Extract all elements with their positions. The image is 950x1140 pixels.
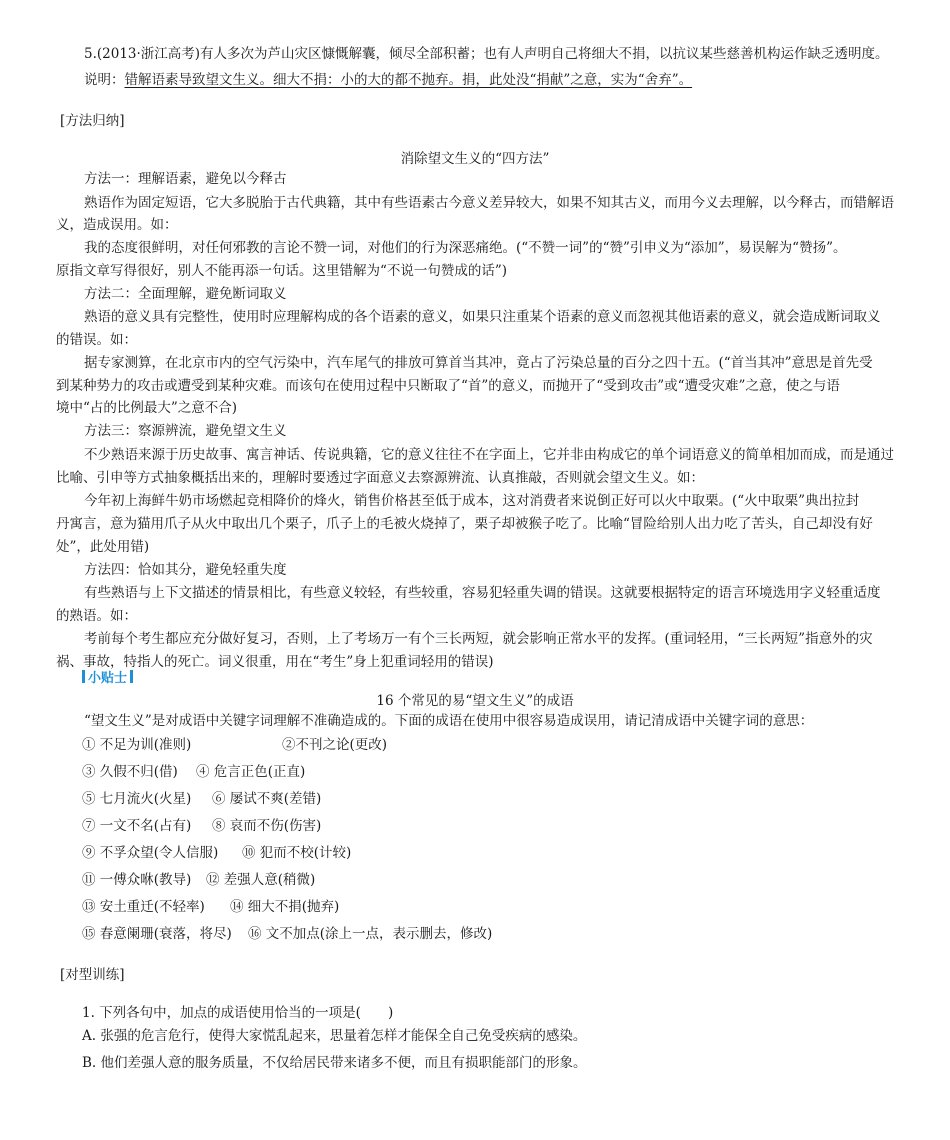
idiom-item: ⑬ 安土重迁(不轻率) <box>82 899 205 915</box>
idiom-item: ⑤ 七月流火(火星) <box>82 791 192 807</box>
idiom-item: ④ 危言正色(正直) <box>196 764 306 780</box>
method-line: 熟语的意义具有完整性，使用时应理解构成的各个语素的意义，如果只注重某个语素的意义而忽视其他语素的意义，就会造成断词取义 <box>84 309 881 325</box>
idiom-item: ⑭ 细大不捐(抛弃) <box>230 899 340 915</box>
q5-note-label: 说明： <box>84 72 125 88</box>
tip-title: 16 个常见的易“望文生义”的成语 <box>376 693 574 709</box>
tip-bar-right <box>130 670 133 683</box>
method-line: 处”，此处用错) <box>56 539 150 555</box>
method-line: 祸、事故，特指人的死亡。词义很重，用在“考生”身上犯重词轻用的错误) <box>56 654 494 670</box>
idiom-item: ③ 久假不归(借) <box>82 764 178 780</box>
q5-line: 5.(2013·浙江高考)有人多次为芦山灾区慷慨解囊，倾尽全部积蓄；也有人声明自己将细大不捐，以抗议某些慈善机构运作缺乏透明度。 <box>84 46 889 62</box>
method-line: 有些熟语与上下文描述的情景相比，有些意义较轻，有些较重，容易犯轻重失调的错误。这就要根据特定的语言环境选用字义轻重适度 <box>84 585 881 601</box>
method-line: 的熟语。如： <box>56 608 137 624</box>
method-line: 方法二：全面理解，避免断词取义 <box>84 286 287 302</box>
tip-bar-left <box>82 670 85 683</box>
method-line: 不少熟语来源于历史故事、寓言神话、传说典籍，它的意义往往不在字面上，它并非由构成它的单个词语意义的简单相加而成，而是通过 <box>84 447 894 463</box>
idiom-item: ⑪ 一傅众咻(教导) <box>82 872 192 888</box>
option-b: B. 他们差强人意的服务质量，不仅给居民带来诸多不便，而且有损职能部门的形象。 <box>82 1055 587 1071</box>
idiom-item: ⑮ 春意阑珊(衰落，将尽) <box>82 926 232 942</box>
method-line: 到某种势力的攻击或遭受到某种灾难。而该句在使用过程中只断取了“首”的意义，而抛开了“受到攻击”或“遭受灾难”之意，使之与语 <box>56 378 840 394</box>
method-line: 原指文章写得很好，别人不能再添一句话。这里错解为“不说一句赞成的话”) <box>56 263 508 279</box>
idiom-item: ⑧ 哀而不伤(伤害) <box>212 818 322 834</box>
method-line: 我的态度很鲜明，对任何邪教的言论不赞一词，对他们的行为深恶痛绝。(“不赞一词”的“赞”引申义为“添加”，易误解为“赞扬”。 <box>84 240 847 256</box>
idiom-item: ②不刊之论(更改) <box>282 737 388 753</box>
idiom-item: ⑨ 不孚众望(令人信服) <box>82 845 219 861</box>
method-line: 的错误。如： <box>56 332 137 348</box>
tip-intro: “望文生义”是对成语中关键字词理解不准确造成的。下面的成语在使用中很容易造成误用，请记清成语中关键字词的意思： <box>84 713 814 729</box>
method-line: 比喻、引申等方式抽象概括出来的，理解时要透过字面意义去察源辨流、认真推敲，否则就会望文生义。如： <box>56 470 704 486</box>
idiom-item: ⑥ 屡试不爽(差错) <box>212 791 322 807</box>
method-line: 熟语作为固定短语，它大多脱胎于古代典籍，其中有些语素古今意义差异较大，如果不知其古义，而用今义去理解，以今释古，而错解语 <box>84 195 894 211</box>
idiom-item: ⑯ 文不加点(涂上一点，表示删去，修改) <box>248 926 493 942</box>
method-line: 今年初上海鲜牛奶市场燃起竞相降价的烽火，销售价格甚至低于成本，这对消费者来说倒正好可以火中取栗。(“火中取栗”典出拉封 <box>84 493 860 509</box>
idiom-item: ⑩ 犯而不校(计较) <box>242 845 352 861</box>
method-title: 消除望文生义的“四方法” <box>400 151 550 167</box>
method-section-label: [方法归纳] <box>60 113 125 129</box>
method-line: 境中“占的比例最大”之意不合) <box>56 400 238 416</box>
method-line: 方法四：恰如其分，避免轻重失度 <box>84 562 287 578</box>
option-a: A. 张强的危言危行，使得大家慌乱起来，思量着怎样才能保全自己免受疾病的感染。 <box>82 1028 587 1044</box>
method-line: 丹寓言，意为猫用爪子从火中取出几个栗子，爪子上的毛被火烧掉了，栗子却被猴子吃了。比喻“冒险给别人出力吃了苦头，自己却没有好 <box>56 516 873 532</box>
method-line: 义，造成误用。如： <box>56 217 178 233</box>
q5-note-body: 错解语素导致望文生义。细大不捐：小的大的都不抛弃。捐，此处没“捐献”之意，实为“舍弃”。 <box>124 72 693 88</box>
method-line: 方法一：理解语素，避免以今释古 <box>84 171 287 187</box>
q5-note <box>84 71 692 89</box>
practice-question: 1. 下列各句中，加点的成语使用恰当的一项是( ) <box>82 1005 394 1021</box>
idiom-item: ① 不足为训(准则) <box>82 737 192 753</box>
tip-label-text: 小贴士 <box>88 671 128 686</box>
idiom-item: ⑦ 一文不名(占有) <box>82 818 192 834</box>
practice-label: [对型训练] <box>60 967 125 983</box>
tip-label <box>82 670 133 687</box>
method-line: 考前每个考生都应充分做好复习，否则，上了考场万一有个三长两短，就会影响正常水平的发挥。(重词轻用，“三长两短”指意外的灾 <box>84 631 873 647</box>
method-line: 方法三：察源辨流，避免望文生义 <box>84 423 287 439</box>
idiom-item: ⑫ 差强人意(稍微) <box>206 872 316 888</box>
method-line: 据专家测算，在北京市内的空气污染中，汽车尾气的排放可算首当其冲，竟占了污染总量的百分之四十五。(“首当其冲”意思是首先受 <box>84 355 873 371</box>
